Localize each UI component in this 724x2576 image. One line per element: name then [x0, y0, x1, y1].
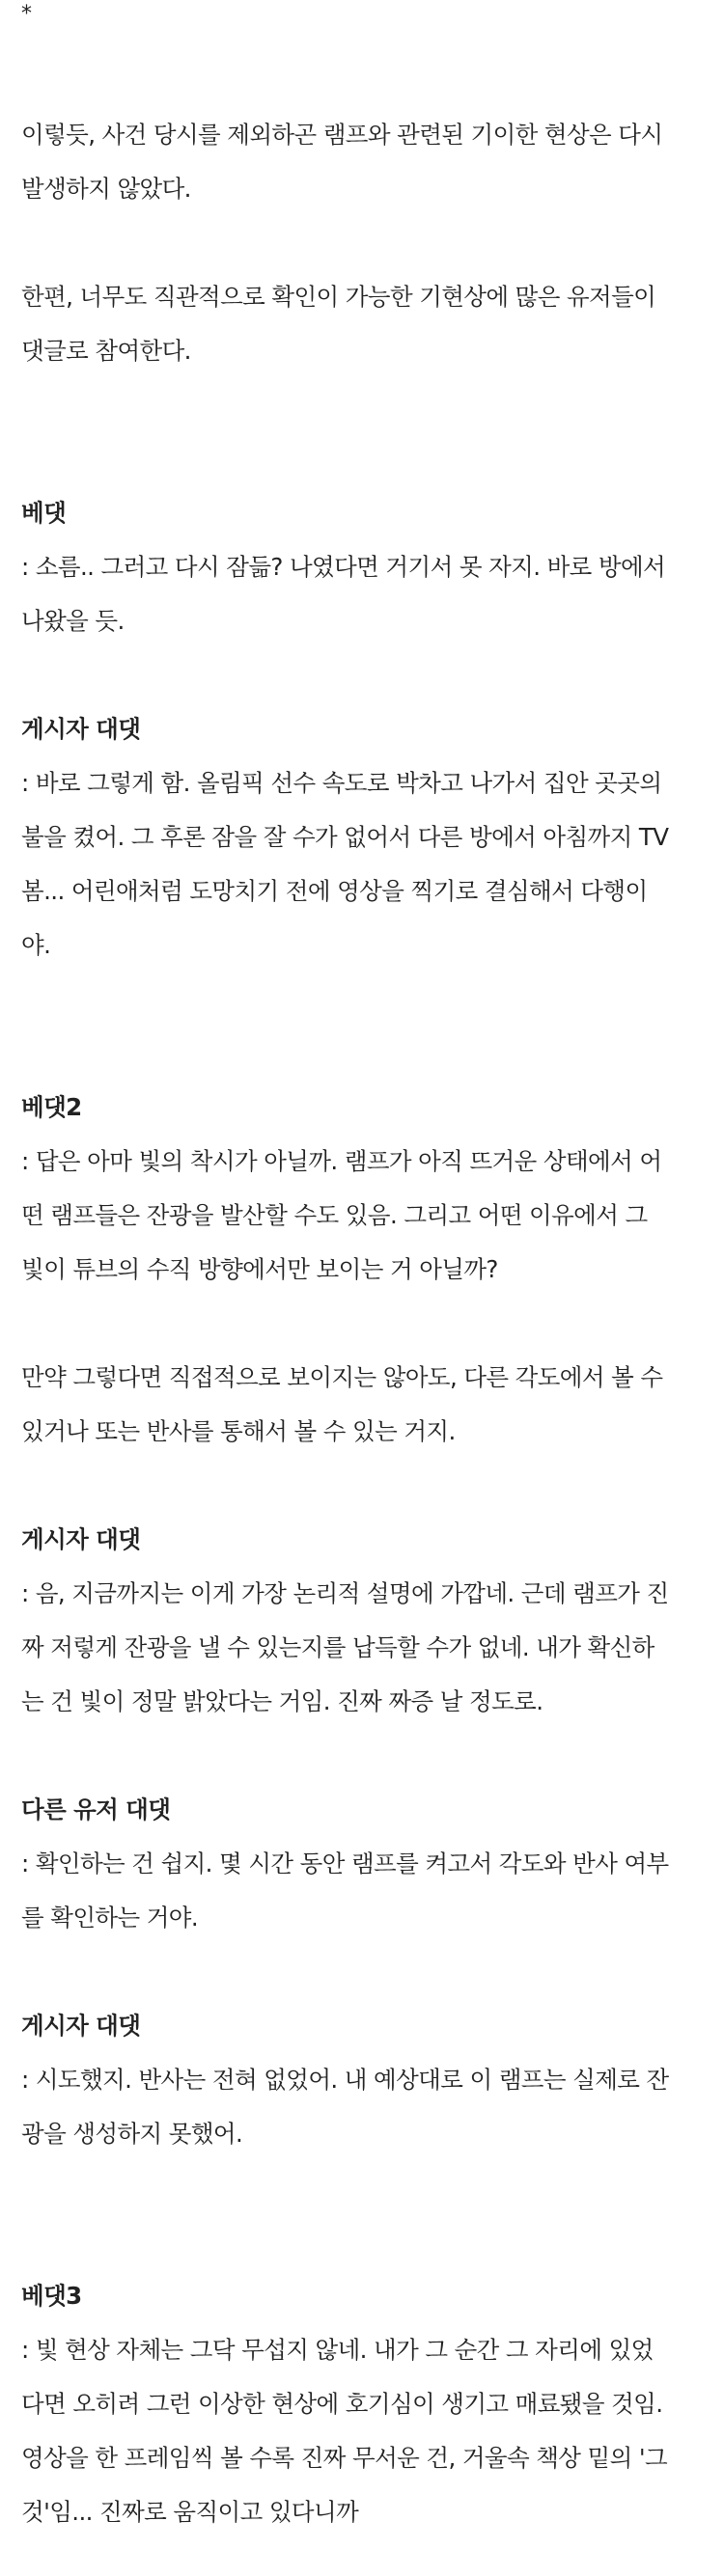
- comment-line: : 빛 현상 자체는 그닥 무섭지 않네. 내가 그 순간 그 자리에 있었: [21, 2336, 654, 2364]
- comment-line: : 바로 그렇게 함. 올림픽 선수 속도로 박차고 나가서 집안 곳곳의: [21, 769, 662, 797]
- comment-author: 게시자 대댓: [21, 715, 141, 743]
- intro-paragraph-1: [21, 108, 703, 216]
- comment-line: 불을 켰어. 그 후론 잠을 잘 수가 없어서 다른 방에서 아침까지 TV: [21, 823, 669, 851]
- comment-line: 나왔을 듯.: [21, 607, 125, 635]
- comment-poster-reply-3: [21, 1999, 703, 2161]
- comment-author: 베댓2: [21, 1093, 82, 1121]
- asterisk-marker: *: [21, 2, 32, 26]
- comment-best-3: [21, 2269, 703, 2539]
- comment-author: 베댓: [21, 499, 67, 527]
- comment-line: 떤 램프들은 잔광을 발산할 수도 있음. 그리고 어떤 이유에서 그: [21, 1201, 648, 1229]
- comment-line: 를 확인하는 거야.: [21, 1904, 199, 1932]
- text-line: 이렇듯, 사건 당시를 제외하곤 램프와 관련된 기이한 현상은 다시: [21, 121, 663, 149]
- comment-line: : 음, 지금까지는 이게 가장 논리적 설명에 가깝네. 근데 램프가 진: [21, 1579, 669, 1607]
- comment-author: 게시자 대댓: [21, 2012, 141, 2040]
- comment-author: 게시자 대댓: [21, 1525, 141, 1553]
- comment-poster-reply-1: [21, 702, 703, 973]
- comment-line: : 확인하는 건 쉽지. 몇 시간 동안 램프를 켜고서 각도와 반사 여부: [21, 1850, 669, 1877]
- comment-author: 다른 유저 대댓: [21, 1795, 171, 1823]
- text-line: 댓글로 참여한다.: [21, 337, 191, 365]
- comment-line: 영상을 한 프레임씩 볼 수록 진짜 무서운 건, 거울속 책상 밑의 '그: [21, 2444, 668, 2472]
- comment-poster-reply-2: [21, 1513, 703, 1729]
- comment-line: 광을 생성하지 못했어.: [21, 2120, 243, 2148]
- comment-line: 야.: [21, 931, 51, 959]
- comment-line: 만약 그렇다면 직접적으로 보이지는 않아도, 다른 각도에서 볼 수: [21, 1363, 663, 1391]
- comment-best-2: [21, 1081, 703, 1459]
- comment-line: 것'임... 진짜로 움직이고 있다니까: [21, 2498, 359, 2526]
- text-line: 한편, 너무도 직관적으로 확인이 가능한 기현상에 많은 유저들이: [21, 283, 656, 311]
- comment-other-user-reply: [21, 1783, 703, 1945]
- comment-line: 다면 오히려 그런 이상한 현상에 호기심이 생기고 매료됐을 것임.: [21, 2390, 663, 2418]
- comment-line: 빛이 튜브의 수직 방향에서만 보이는 거 아닐까?: [21, 1255, 498, 1283]
- text-line: 발생하지 않았다.: [21, 175, 191, 203]
- comment-line: 있거나 또는 반사를 통해서 볼 수 있는 거지.: [21, 1417, 456, 1445]
- comment-best-1: [21, 486, 703, 648]
- comment-line: : 소름.. 그러고 다시 잠듦? 나였다면 거기서 못 자지. 바로 방에서: [21, 553, 666, 581]
- comment-line: 는 건 빛이 정말 밝았다는 거임. 진짜 짜증 날 정도로.: [21, 1687, 543, 1715]
- comment-author: 베댓3: [21, 2282, 82, 2310]
- comment-line: : 시도했지. 반사는 전혀 없었어. 내 예상대로 이 램프는 실제로 잔: [21, 2066, 669, 2094]
- comment-line: : 답은 아마 빛의 착시가 아닐까. 램프가 아직 뜨거운 상태에서 어: [21, 1147, 662, 1175]
- comment-line: 짜 저렇게 잔광을 낼 수 있는지를 납득할 수가 없네. 내가 확신하: [21, 1633, 654, 1661]
- comment-line: 봄... 어린애처럼 도망치기 전에 영상을 찍기로 결심해서 다행이: [21, 877, 648, 905]
- intro-paragraph-2: [21, 270, 703, 378]
